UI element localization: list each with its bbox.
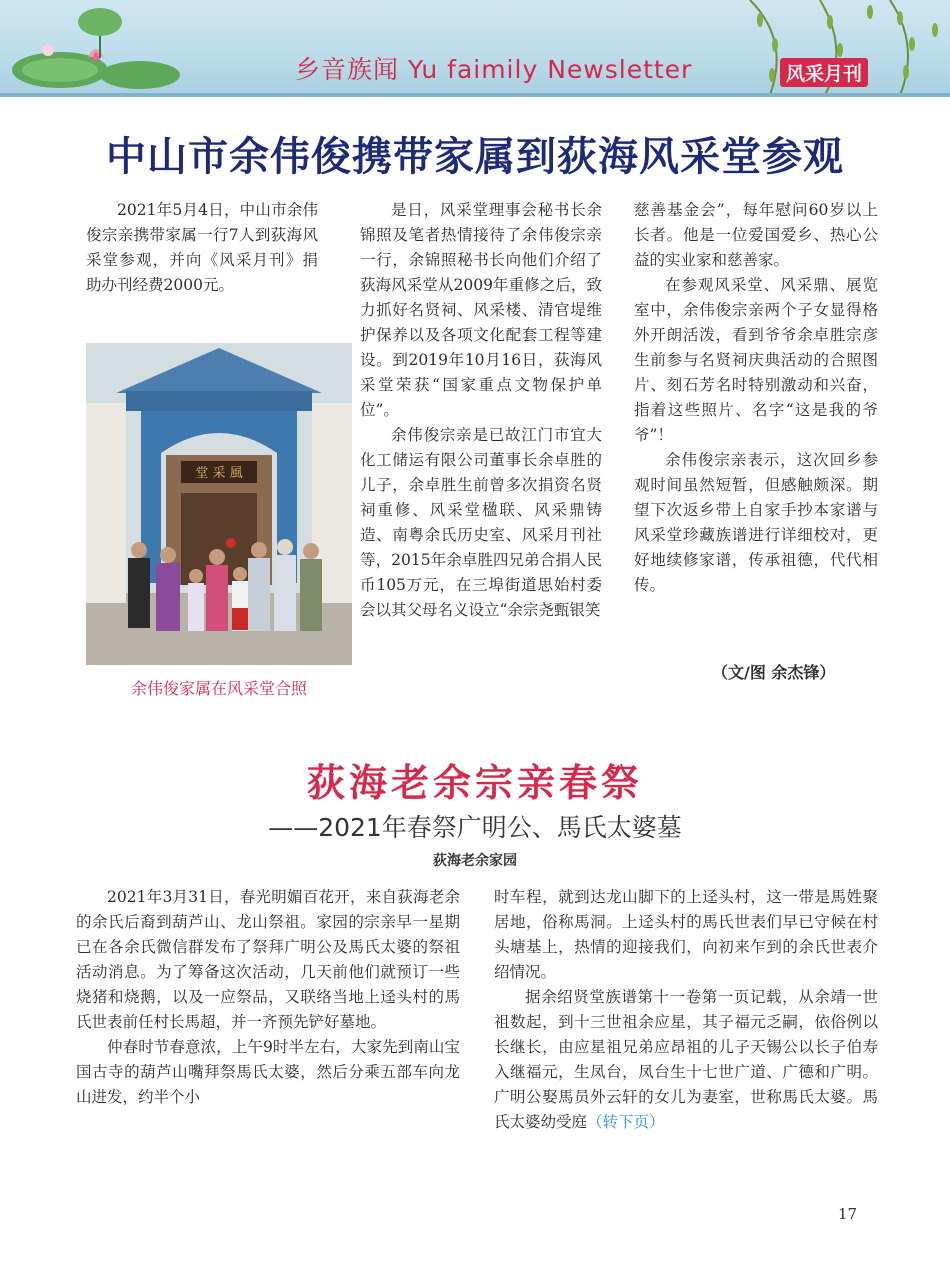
photo-caption: 余伟俊家属在风采堂合照 bbox=[130, 679, 307, 698]
article2-headline: 荻海老余宗亲春祭 bbox=[306, 760, 643, 805]
article1-paragraph: 余伟俊宗亲是已故江门市宜大化工储运有限公司董事长余卓胜的儿子，余卓胜生前曾多次捐资名贤祠重修、风采堂楹联、风采鼎铸造、南粤余氏历史室、风采月刊社等，2015年余卓胜四兄弟合捐人民币105万元，在三埠街道思始村委会以其父母名义设立“余宗尧甄银笑 bbox=[360, 426, 602, 619]
article1-paragraph: 2021年5月4日，中山市余伟俊宗亲携带家属一行7人到荻海风采堂参观，并向《风采月刊》捐助办刊经费2000元。 bbox=[86, 201, 318, 294]
family-photo bbox=[86, 343, 352, 665]
article2-paragraph: 仲春时节春意浓，上午9时半左右，大家先到南山宝国古寺的葫芦山嘴拜祭馬氏太婆，然后分乘五部车向龙山进发，约半个小 bbox=[76, 1038, 460, 1106]
pavilion-photo-image bbox=[86, 343, 352, 665]
article1-column-3 bbox=[634, 198, 878, 598]
article-headline: 中山市余伟俊携带家属到荻海风采堂参观 bbox=[106, 134, 844, 180]
article1-paragraph: 余伟俊宗亲表示，这次回乡参观时间虽然短暂，但感触颇深。期望下次返乡带上自家手抄本家谱与风采堂珍藏族谱进行详细校对，更好地续修家谱，传承祖德，代代相传。 bbox=[634, 451, 878, 594]
article2-column-left bbox=[76, 885, 460, 1110]
hall-sign-text: 堂 采 風 bbox=[195, 466, 243, 481]
header-divider bbox=[0, 93, 950, 97]
page-number: 17 bbox=[838, 1205, 858, 1223]
article2-paragraph-text: 据余绍贤堂族谱第十一卷第一页记载，从余靖一世祖数起，到十三世祖余应星，其子福元乏嗣，依俗例以长继长，由应星祖兄弟应昂祖的儿子天锡公以长子伯寿入继福元，生凤台，凤台生十七世广道、广德和广明。广明公娶馬员外云轩的女儿为妻室，世称馬氏太婆。馬氏太婆幼受庭 bbox=[494, 988, 878, 1131]
monthly-badge: 风采月刊 bbox=[780, 58, 868, 87]
article2-subheadline: ——2021年春祭广明公、馬氏太婆墓 bbox=[268, 813, 682, 842]
article1-paragraph: 慈善基金会”，每年慰问60岁以上长者。他是一位爱国爱乡、热心公益的实业家和慈善家。 bbox=[634, 201, 878, 269]
newsletter-title: 乡音族闻 Yu faimily Newsletter bbox=[295, 55, 693, 84]
article1-paragraph: 是日，风采堂理事会秘书长余锦照及笔者热情接待了余伟俊宗亲一行，余锦照秘书长向他们介绍了荻海风采堂从2009年重修之后，致力抓好名贤祠、风采楼、清官堤维护保养以及各项文化配套工程等建设。到2019年10月16日，荻海风采堂荣获“国家重点文物保护单位”。 bbox=[360, 201, 602, 419]
article2-paragraph: 2021年3月31日，春光明媚百花开，来自荻海老余的余氏后裔到葫芦山、龙山祭祖。家园的宗亲早一星期已在各余氏微信群发布了祭拜广明公及馬氏太婆的祭祖活动消息。为了筹备这次活动，几天前他们就预订一些烧猪和烧鹅，以及一应祭品，又联络当地上迳头村的馬氏世表前任村长馬超，并一齐预先铲好墓地。 bbox=[76, 888, 460, 1031]
lotus-decoration-icon bbox=[0, 0, 200, 95]
article1-byline: （文/图 余杰锋） bbox=[712, 663, 836, 682]
article2-paragraph bbox=[494, 985, 878, 1135]
article1-column-2 bbox=[360, 198, 602, 623]
article1-paragraph: 在参观风采堂、风采鼎、展览室中，余伟俊宗亲两个子女显得格外开朗活泼，看到爷爷余卓胜宗彦生前参与名贤祠庆典活动的合照图片、刻石芳名时特别激动和兴奋，指着这些照片、名字“这是我的爷爷”！ bbox=[634, 276, 878, 444]
continue-next-page-note: （转下页） bbox=[587, 1113, 665, 1131]
article2-column-right bbox=[494, 885, 878, 1135]
article2-paragraph: 时车程，就到达龙山脚下的上迳头村，这一带是馬姓聚居地，俗称馬洞。上迳头村的馬氏世表们早已守候在村头塘基上，热情的迎接我们，向初来乍到的余氏世表介绍情况。 bbox=[494, 888, 878, 981]
article2-author: 荻海老余家园 bbox=[433, 853, 517, 869]
article1-column-1 bbox=[86, 198, 318, 298]
newsletter-header bbox=[0, 0, 950, 95]
